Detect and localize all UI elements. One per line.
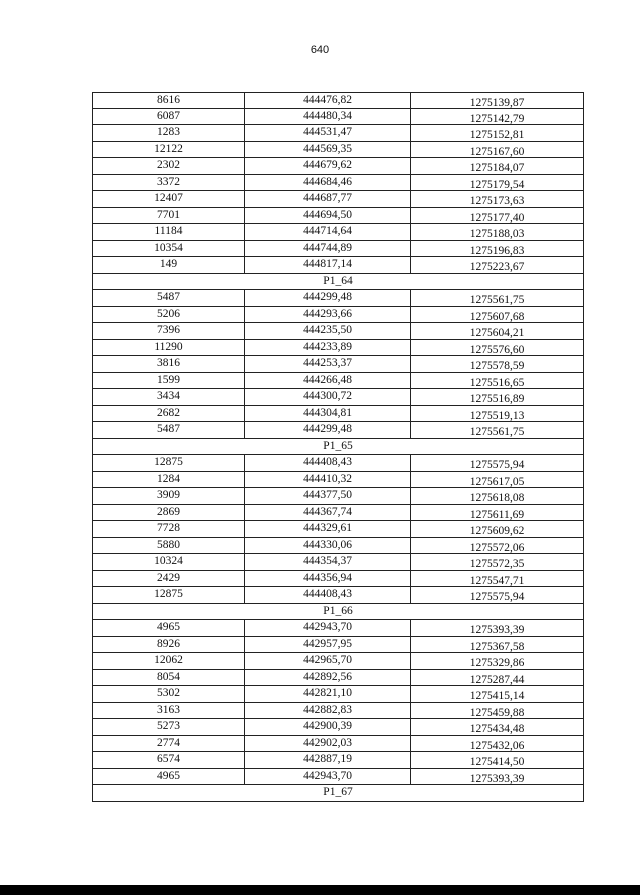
table-row [92,521,584,538]
y-coordinate-cell: 1275415,14 [469,690,525,702]
x-coordinate-cell: 444684,46 [245,175,411,191]
y-coordinate-cell: 1275575,94 [469,459,525,471]
y-coordinate-cell: 1275434,48 [469,723,525,735]
x-coordinate-cell: 442943,70 [245,769,411,785]
y-coordinate-cell: 1275139,87 [469,97,525,109]
point-id-cell: 12875 [93,587,245,603]
x-coordinate-cell: 444476,82 [245,93,411,108]
y-coordinate-cell: 1275432,06 [469,739,525,752]
x-coordinate-cell: 442887,19 [245,752,411,768]
table-row [92,323,584,340]
x-coordinate-cell: 444744,89 [245,241,411,257]
x-coordinate-cell: 444356,94 [245,571,411,587]
table-row [92,620,584,637]
group-label: P1_65 [92,439,584,456]
point-id-cell: 2682 [93,406,245,422]
table-row [92,307,584,324]
point-id-cell: 1283 [93,125,245,141]
x-coordinate-cell: 444300,72 [245,389,411,405]
x-coordinate-cell: 444233,89 [245,340,411,356]
x-coordinate-cell: 444330,06 [245,538,411,554]
table-row [92,653,584,670]
y-coordinate-cell: 1275196,83 [469,244,525,257]
x-coordinate-cell: 442902,03 [245,736,411,752]
table-row [92,290,584,307]
table-row [92,455,584,472]
point-id-cell: 2869 [93,505,245,521]
x-coordinate-cell: 444817,14 [245,257,411,273]
x-coordinate-cell: 444304,81 [245,406,411,422]
point-id-cell: 8616 [93,93,245,108]
table-row [92,752,584,769]
y-coordinate-cell: 1275223,67 [469,261,525,273]
table-row [92,736,584,753]
y-coordinate-cell: 1275519,13 [469,409,525,422]
y-coordinate-cell: 1275516,65 [469,376,525,389]
table-row [92,241,584,258]
table-row [92,142,584,159]
point-id-cell: 10324 [93,554,245,570]
point-id-cell: 5273 [93,719,245,735]
x-coordinate-cell: 444329,61 [245,521,411,537]
table-row [92,670,584,687]
point-id-cell: 7701 [93,208,245,224]
table-row [92,422,584,439]
point-id-cell: 2774 [93,736,245,752]
x-coordinate-cell: 444377,50 [245,488,411,504]
y-coordinate-cell: 1275393,39 [469,772,525,785]
point-id-cell: 3163 [93,703,245,719]
point-id-cell: 4965 [93,620,245,636]
table-row [92,488,584,505]
y-coordinate-cell: 1275572,06 [469,541,525,554]
y-coordinate-cell: 1275179,54 [469,178,525,191]
point-id-cell: 8054 [93,670,245,686]
point-id-cell: 8926 [93,637,245,653]
y-coordinate-cell: 1275578,59 [469,360,525,372]
table-row [92,686,584,703]
x-coordinate-cell: 444266,48 [245,373,411,389]
scan-border [0,885,640,895]
point-id-cell: 7396 [93,323,245,339]
table-row [92,587,584,604]
x-coordinate-cell: 444694,50 [245,208,411,224]
point-id-cell: 5206 [93,307,245,323]
x-coordinate-cell: 442965,70 [245,653,411,669]
table-row [92,125,584,142]
y-coordinate-cell: 1275572,35 [469,558,525,570]
point-id-cell: 3372 [93,175,245,191]
point-id-cell: 5487 [93,422,245,438]
x-coordinate-cell: 444299,48 [245,422,411,438]
point-id-cell: 12407 [93,191,245,207]
table-row [92,472,584,489]
page-number: 640 [310,44,330,56]
y-coordinate-cell: 1275609,62 [469,525,525,537]
point-id-cell: 12875 [93,455,245,471]
group-label: P1_64 [92,274,584,291]
y-coordinate-cell: 1275177,40 [469,211,525,224]
x-coordinate-cell: 444408,43 [245,587,411,603]
y-coordinate-cell: 1275618,08 [469,492,525,504]
x-coordinate-cell: 444235,50 [245,323,411,339]
x-coordinate-cell: 444293,66 [245,307,411,323]
x-coordinate-cell: 444531,47 [245,125,411,141]
point-id-cell: 7728 [93,521,245,537]
x-coordinate-cell: 444253,37 [245,356,411,372]
table-row [92,554,584,571]
y-coordinate-cell: 1275576,60 [469,343,525,356]
y-coordinate-cell: 1275393,39 [469,624,525,636]
point-id-cell: 11184 [93,224,245,240]
y-coordinate-cell: 1275516,89 [469,393,525,405]
point-id-cell: 1284 [93,472,245,488]
point-id-cell: 2302 [93,158,245,174]
table-row [92,505,584,522]
group-label: P1_67 [92,785,584,802]
group-label: P1_66 [92,604,584,621]
y-coordinate-cell: 1275575,94 [469,591,525,603]
y-coordinate-cell: 1275459,88 [469,706,525,719]
y-coordinate-cell: 1275184,07 [469,162,525,174]
point-id-cell: 12122 [93,142,245,158]
y-coordinate-cell: 1275414,50 [469,756,525,768]
x-coordinate-cell: 444687,77 [245,191,411,207]
y-coordinate-cell: 1275173,63 [469,195,525,207]
table-row [92,719,584,736]
y-coordinate-cell: 1275152,81 [469,129,525,141]
x-coordinate-cell: 442892,56 [245,670,411,686]
table-row [92,389,584,406]
point-id-cell: 2429 [93,571,245,587]
table-row [92,538,584,555]
x-coordinate-cell: 442821,10 [245,686,411,702]
table-row [92,356,584,373]
y-coordinate-cell: 1275167,60 [469,145,525,158]
point-id-cell: 11290 [93,340,245,356]
table-row [92,637,584,654]
table-row [92,703,584,720]
x-coordinate-cell: 444480,34 [245,109,411,125]
x-coordinate-cell: 444408,43 [245,455,411,471]
point-id-cell: 6087 [93,109,245,125]
point-id-cell: 3434 [93,389,245,405]
table-row [92,340,584,357]
y-coordinate-cell: 1275367,58 [469,640,525,653]
point-id-cell: 149 [93,257,245,273]
table-row [92,191,584,208]
point-id-cell: 10354 [93,241,245,257]
y-coordinate-cell: 1275604,21 [469,327,525,339]
x-coordinate-cell: 442900,39 [245,719,411,735]
point-id-cell: 12062 [93,653,245,669]
y-coordinate-cell: 1275329,86 [469,657,525,669]
y-coordinate-cell: 1275561,75 [469,426,525,438]
x-coordinate-cell: 444299,48 [245,290,411,306]
y-coordinate-cell: 1275188,03 [469,228,525,240]
y-coordinate-cell: 1275617,05 [469,475,525,488]
table-row [92,92,584,109]
table-row [92,224,584,241]
point-id-cell: 1599 [93,373,245,389]
table-row [92,769,584,786]
x-coordinate-cell: 444569,35 [245,142,411,158]
table-row [92,175,584,192]
y-coordinate-cell: 1275287,44 [469,673,525,686]
point-id-cell: 5880 [93,538,245,554]
point-id-cell: 4965 [93,769,245,785]
table-row [92,109,584,126]
table-row [92,158,584,175]
x-coordinate-cell: 442882,83 [245,703,411,719]
table-row [92,406,584,423]
x-coordinate-cell: 444714,64 [245,224,411,240]
table-row [92,208,584,225]
point-id-cell: 5302 [93,686,245,702]
x-coordinate-cell: 444367,74 [245,505,411,521]
x-coordinate-cell: 442957,95 [245,637,411,653]
point-id-cell: 3816 [93,356,245,372]
point-id-cell: 6574 [93,752,245,768]
x-coordinate-cell: 444410,32 [245,472,411,488]
point-id-cell: 3909 [93,488,245,504]
x-coordinate-cell: 444679,62 [245,158,411,174]
coordinate-table [92,92,584,802]
y-coordinate-cell: 1275607,68 [469,310,525,323]
table-row [92,571,584,588]
table-row [92,373,584,390]
y-coordinate-cell: 1275547,71 [469,574,525,587]
y-coordinate-cell: 1275142,79 [469,112,525,125]
y-coordinate-cell: 1275561,75 [469,294,525,306]
y-coordinate-cell: 1275611,69 [469,508,525,521]
point-id-cell: 5487 [93,290,245,306]
x-coordinate-cell: 444354,37 [245,554,411,570]
table-row [92,257,584,274]
x-coordinate-cell: 442943,70 [245,620,411,636]
